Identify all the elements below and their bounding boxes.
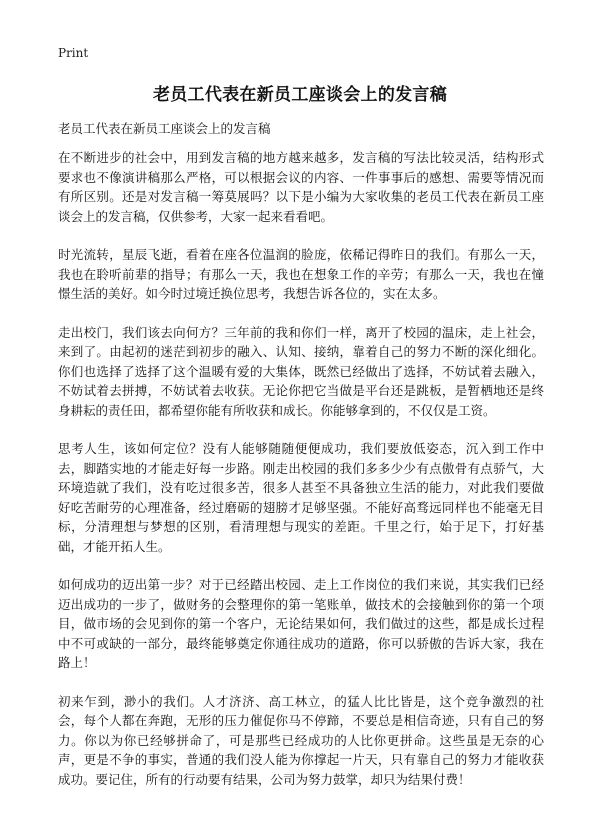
print-link[interactable]: Print — [58, 46, 89, 60]
paragraph: 如何成功的迈出第一步？对于已经踏出校园、走上工作岗位的我们来说，其实我们已经迈出成功的一步了，做财务的会整理你的第一笔账单，做技术的会接触到你的第一个项目，做市场的会见到你的第一个客户，无论结果如何，我们做过的这些，都是成长过程中不可或缺的一部分，最终能够奠定你通往成功的道路，你可以骄傲的告诉大家，我在路上！ — [58, 577, 544, 670]
paragraph: 在不断进步的社会中，用到发言稿的地方越来越多，发言稿的写法比较灵活，结构形式要求也不像演讲稿那么严格，可以根据会议的内容、一件事事后的感想、需要等情况而有所区别。还是对发言稿一筹莫展吗？以下是小编为大家收集的老员工代表在新员工座谈会上的发言稿，仅供参考，大家一起来看看吧。 — [58, 150, 544, 224]
article-body — [58, 148, 544, 808]
paragraph: 思考人生，该如何定位？没有人能够随随便便成功，我们要放低姿态，沉入到工作中去，脚踏实地的才能走好每一步路。刚走出校园的我们多多少少有点傲骨有点骄气，大环境造就了我们，没有吃过很多苦，很多人甚至不具备独立生活的能力，对此我们要做好吃苦耐劳的心理准备，经过磨砺的翅膀才足够坚强。不能好高骛远同样也不能毫无目标，分清理想与梦想的区别，看清理想与现实的差距。千里之行，始于足下，打好基础，才能开拓人生。 — [58, 441, 544, 554]
paragraph: 时光流转，星辰飞逝，看着在座各位温润的脸庞，依稀记得昨日的我们。有那么一天，我也在聆听前辈的指导；有那么一天，我也在想象工作的辛劳；有那么一天，我也在憧憬生活的美好。如今时过境迁换位思考，我想告诉各位的，实在太多。 — [58, 247, 544, 301]
paragraph: 走出校门，我们该去向何方？三年前的我和你们一样，离开了校园的温床，走上社会，来到了。由起初的迷茫到初步的融入、认知、接纳，靠着自己的努力不断的深化细化。你们也选择了选择了这个温暖有爱的大集体，既然已经做出了选择，不妨试着去融入，不妨试着去拼搏，不妨试着去收获。无论你把它当做是平台还是跳板，是暂栖地还是终身耕耘的责任田，都希望你能有所收获和成长。你能够拿到的，不仅仅是工资。 — [58, 324, 544, 418]
paragraph: 初来乍到，渺小的我们。人才济济、高工林立，的猛人比比皆是，这个竞争激烈的社会，每个人都在奔跑，无形的压力催促你马不停蹄，不要总是相信奇迹，只有自己的努力。你以为你已经够拼命了，可是那些已经成功的人比你更拼命。这些虽是无奈的心声，更是不争的事实，普通的我们没人能为你撑起一片天，只有靠自己的努力才能收获成功。要记住，所有的行动要有结果，公司为努力鼓掌，却只为结果付费！ — [58, 693, 544, 787]
page-title: 老员工代表在新员工座谈会上的发言稿 — [152, 85, 448, 105]
page-subtitle: 老员工代表在新员工座谈会上的发言稿 — [58, 121, 271, 136]
